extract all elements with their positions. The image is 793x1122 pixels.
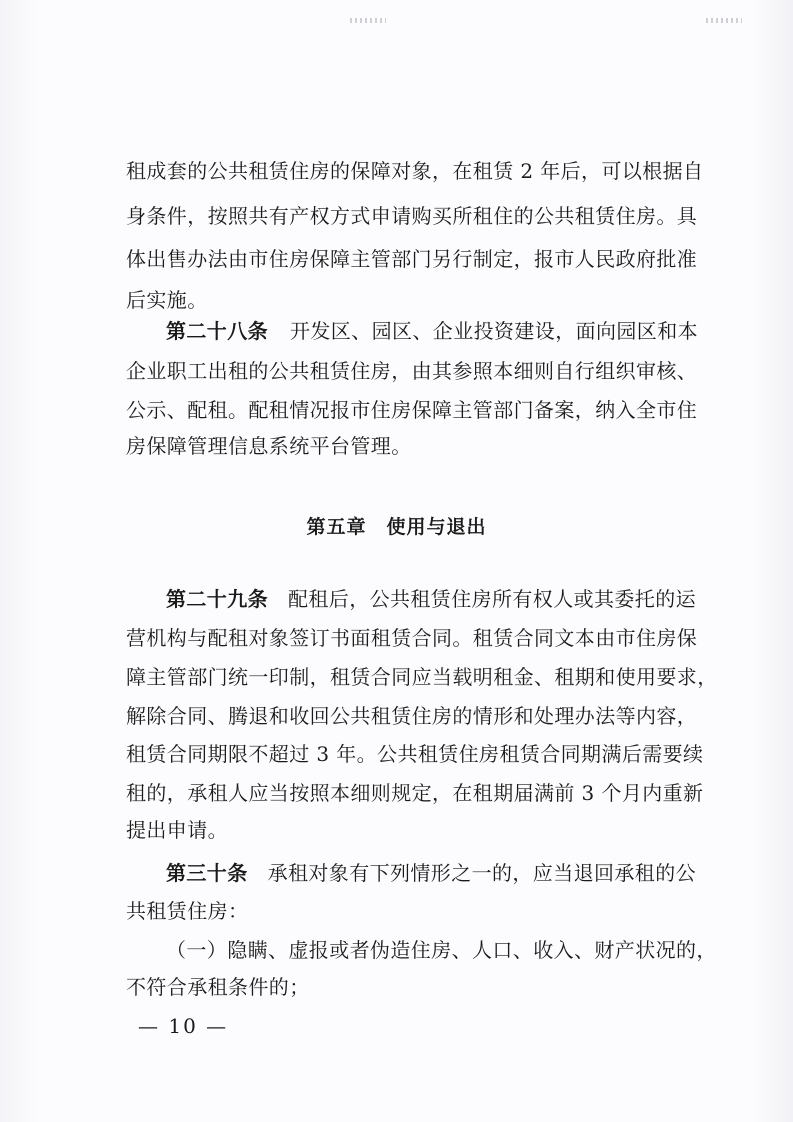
scan-mark [706,18,742,23]
paragraph-line: 企业职工出租的公共租赁住房，由其参照本细则自行组织审核、 [126,359,698,383]
paragraph-line: 解除合同、腾退和收回公共租赁住房的情形和处理办法等内容， [126,704,698,728]
scan-mark [350,18,386,23]
list-item-line: 不符合承租条件的； [126,975,310,999]
article-title: 第三十条 [166,861,248,885]
paragraph-line: 公示、配租。配租情况报市住房保障主管部门备案，纳入全市住 [126,398,698,422]
article-title: 第二十八条 [166,319,268,343]
paragraph-line: 共租赁住房： [126,899,249,923]
chapter-heading: 第五章 使用与退出 [306,516,487,538]
paragraph-line: 租成套的公共租赁住房的保障对象，在租赁 2 年后，可以根据自 [126,159,704,183]
paragraph-line: 租赁合同期限不超过 3 年。公共租赁住房租赁合同期满后需要续 [126,742,704,766]
article-title: 第二十九条 [166,587,268,611]
paragraph-line: 租的，承租人应当按照本细则规定，在租期届满前 3 个月内重新 [126,781,704,805]
paragraph-line: 提出申请。 [126,818,228,842]
paragraph-line: 障主管部门统一印制，租赁合同应当载明租金、租期和使用要求， [126,665,718,689]
article-29-line: 第二十九条 配租后，公共租赁住房所有权人或其委托的运 [166,587,696,611]
article-28-line: 第二十八条 开发区、园区、企业投资建设，面向园区和本 [166,319,698,343]
paragraph-line: 房保障管理信息系统平台管理。 [126,434,412,458]
paragraph-line: 体出售办法由市住房保障主管部门另行制定，报市人民政府批准 [126,247,698,271]
paragraph-line: 身条件，按照共有产权方式申请购买所租住的公共租赁住房。具 [126,204,698,228]
paragraph-line: 后实施。 [126,288,208,312]
list-item-line: （一）隐瞒、虚报或者伪造住房、人口、收入、财产状况的， [166,938,717,962]
page-number: — 10 — [138,1014,229,1038]
paragraph-line: 营机构与配租对象签订书面租赁合同。租赁合同文本由市住房保 [126,626,698,650]
article-30-line: 第三十条 承租对象有下列情形之一的，应当退回承租的公 [166,861,697,885]
